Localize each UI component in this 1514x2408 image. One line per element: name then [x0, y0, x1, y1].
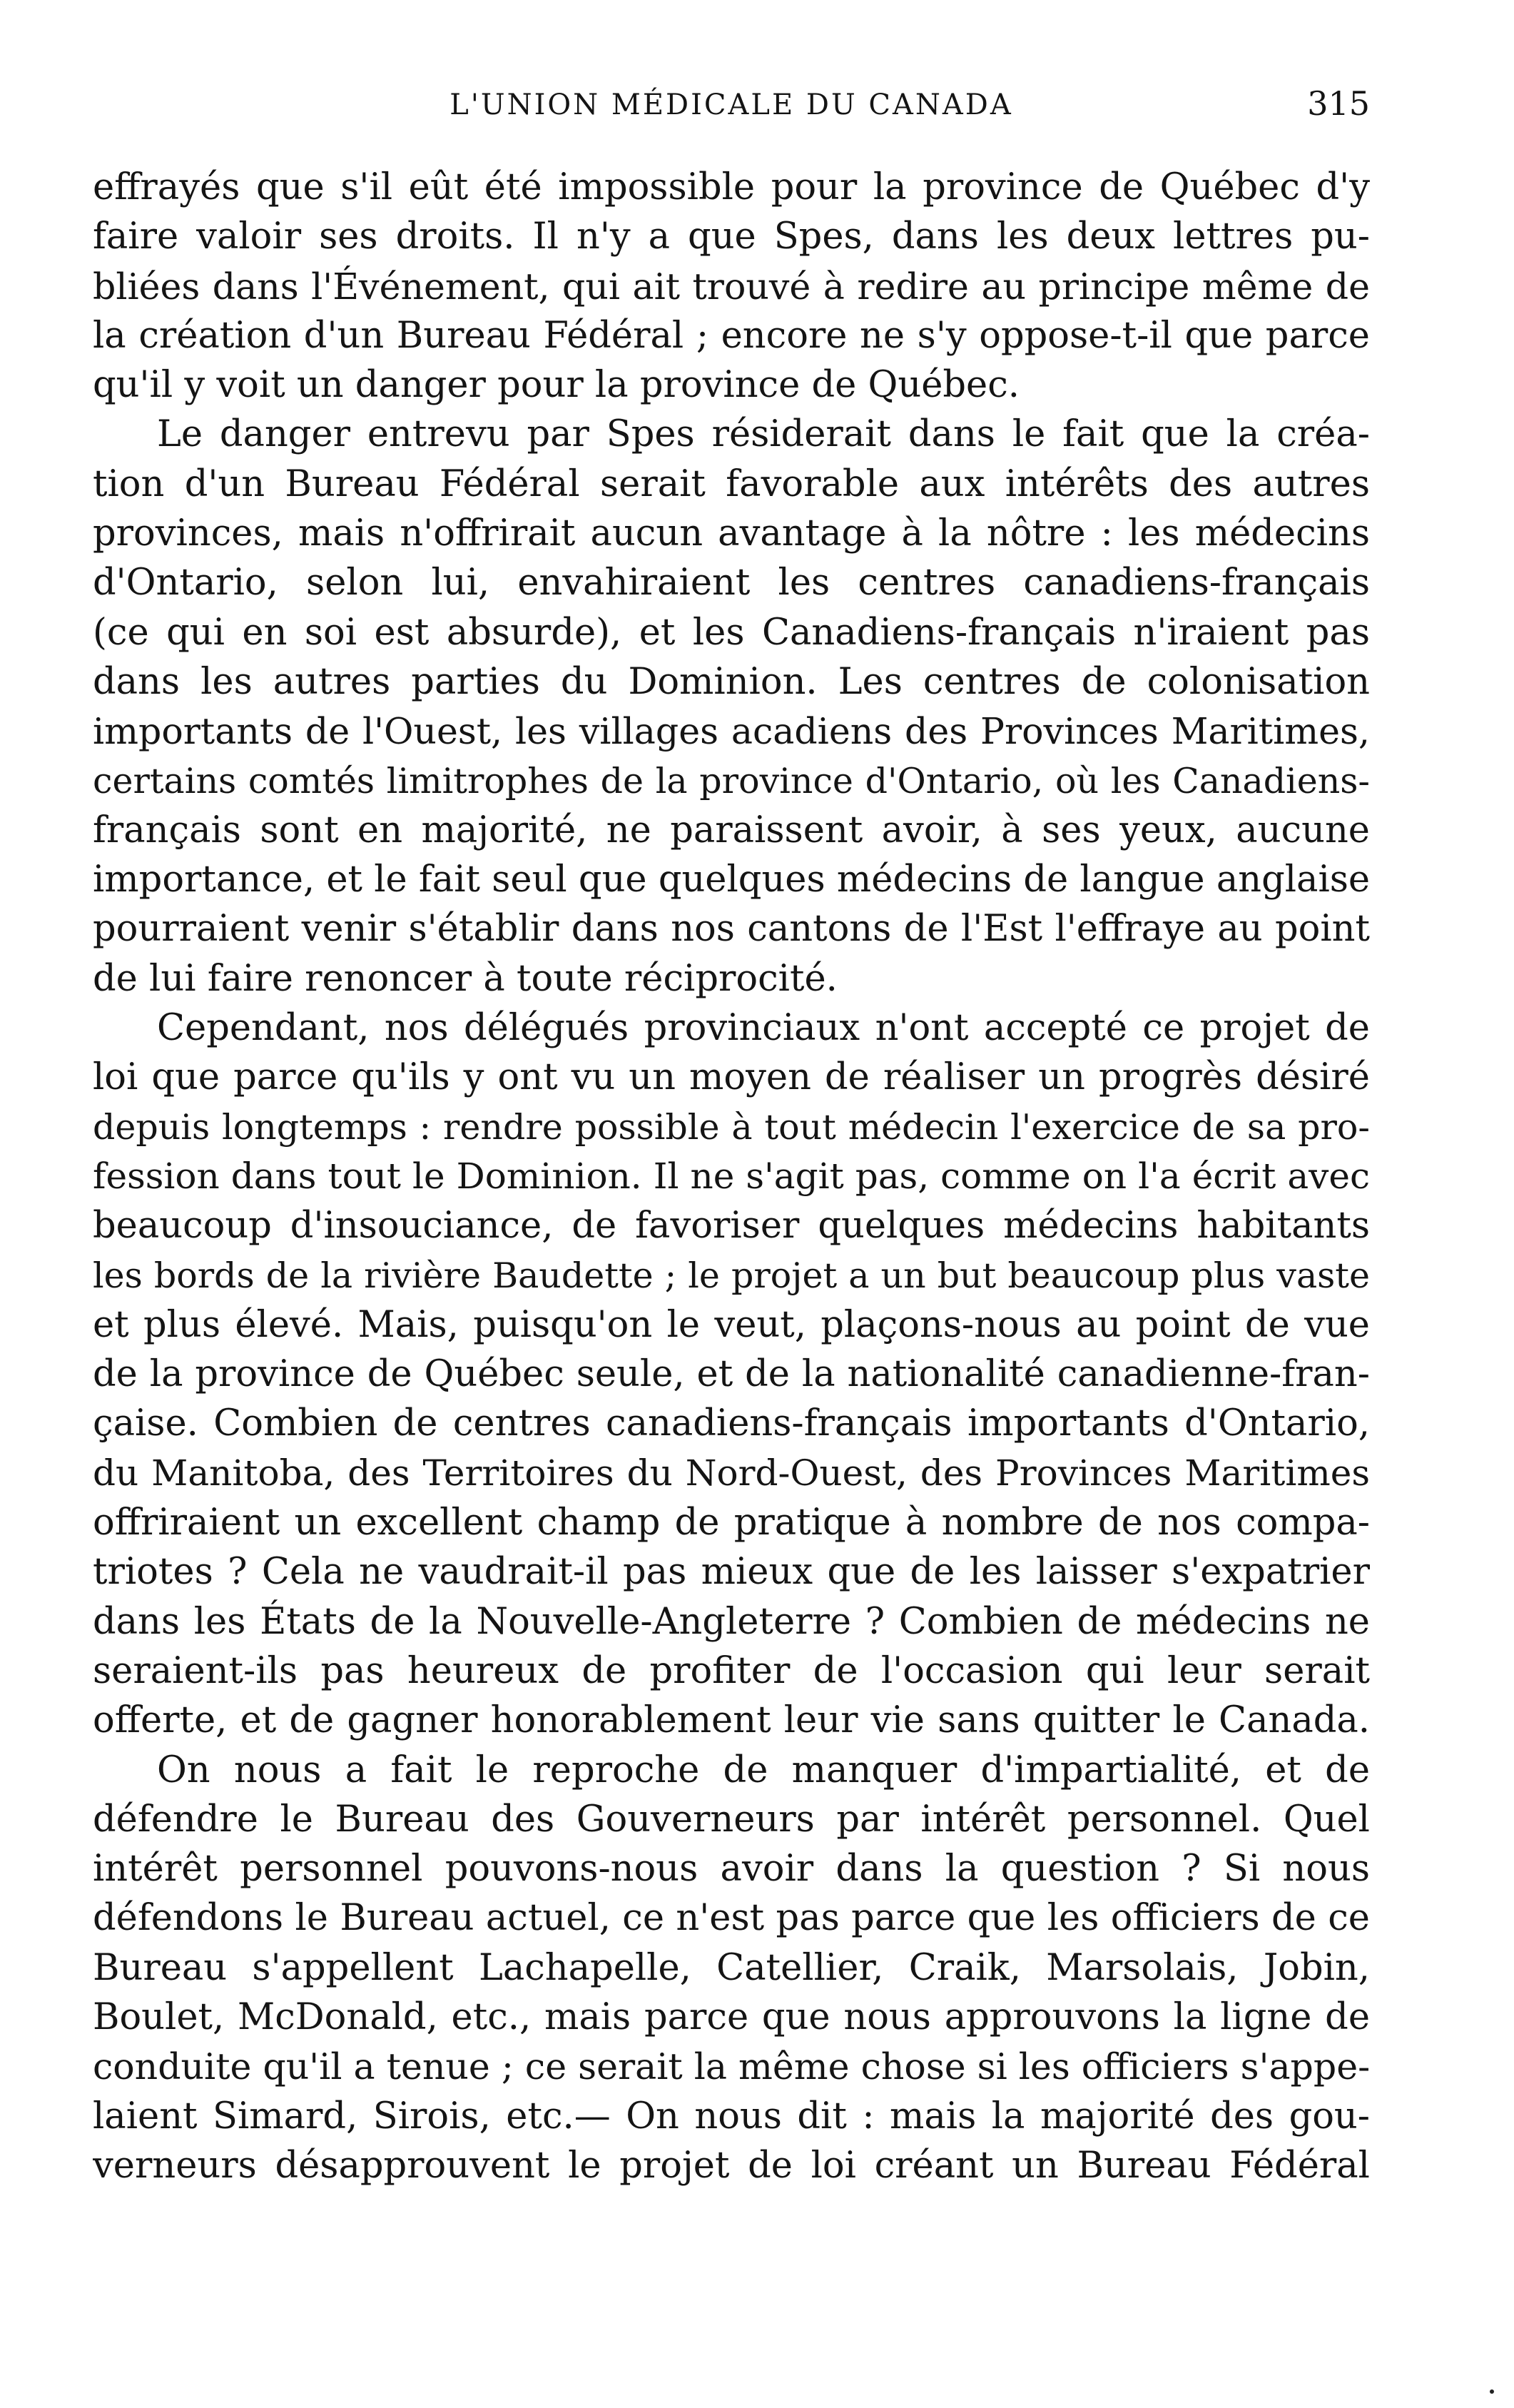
text-line: offerte, et de gagner honorablement leur vie sans quitter le Canada.	[93, 1699, 1370, 1742]
paragraph	[93, 410, 1370, 1003]
text-line: triotes ? Cela ne vaudrait-il pas mieux que de les laisser s'expatrier	[93, 1551, 1370, 1594]
text-line: Le danger entrevu par Spes résiderait dans le fait que la créa-	[157, 413, 1370, 456]
text-line: la création d'un Bureau Fédéral ; encore ne s'y oppose-t-il que parce	[93, 314, 1370, 357]
text-line: importance, et le fait seul que quelques médecins de langue anglaise	[93, 859, 1370, 901]
text-line: défendre le Bureau des Gouverneurs par intérêt personnel. Quel	[93, 1798, 1370, 1841]
text-line: et plus élevé. Mais, puisqu'on le veut, plaçons-nous au point de vue	[93, 1303, 1370, 1346]
text-line: provinces, mais n'offrirait aucun avantage à la nôtre : les médecins	[93, 512, 1370, 555]
text-line: conduite qu'il a tenue ; ce serait la même chose si les officiers s'appe-	[93, 2045, 1370, 2088]
text-line: français sont en majorité, ne paraissent avoir, à ses yeux, aucune	[93, 809, 1370, 851]
text-line: bliées dans l'Événement, qui ait trouvé à redire au principe même de	[93, 265, 1370, 308]
body-text	[93, 163, 1370, 2190]
text-line: (ce qui en soi est absurde), et les Canadiens-français n'iraient pas	[93, 611, 1370, 654]
text-line: les bords de la rivière Baudette ; le projet a un but beaucoup plus vaste	[93, 1255, 1370, 1296]
text-line: fession dans tout le Dominion. Il ne s'agit pas, comme on l'a écrit avec	[93, 1155, 1370, 1197]
text-line: Boulet, McDonald, etc., mais parce que nous approuvons la ligne de	[93, 1995, 1370, 2038]
text-line: seraient-ils pas heureux de profiter de l'occasion qui leur serait	[93, 1649, 1370, 1692]
text-line: pourraient venir s'établir dans nos cantons de l'Est l'effraye au point	[93, 908, 1370, 951]
text-line: d'Ontario, selon lui, envahiraient les centres canadiens-français	[93, 562, 1370, 604]
journal-title: L'UNION MÉDICALE DU CANADA	[449, 88, 1013, 121]
text-line: intérêt personnel pouvons-nous avoir dans la question ? Si nous	[93, 1848, 1370, 1891]
text-line: laient Simard, Sirois, etc.— On nous dit : mais la majorité des gou-	[93, 2095, 1370, 2138]
text-line: de la province de Québec seule, et de la nationalité canadienne-fran-	[93, 1353, 1370, 1396]
scan-speck	[1490, 2389, 1494, 2394]
text-line: défendons le Bureau actuel, ce n'est pas parce que les officiers de ce	[93, 1897, 1370, 1940]
text-line: Cependant, nos délégués provinciaux n'ont accepté ce projet de	[157, 1007, 1370, 1050]
page-number: 315	[1307, 84, 1370, 123]
text-line: beaucoup d'insouciance, de favoriser quelques médecins habitants	[93, 1205, 1370, 1248]
text-line: Bureau s'appellent Lachapelle, Catellier, Craik, Marsolais, Jobin,	[93, 1946, 1370, 1989]
paragraph	[93, 163, 1370, 410]
text-line: çaise. Combien de centres canadiens-français importants d'Ontario,	[93, 1402, 1370, 1445]
text-line: de lui faire renoncer à toute réciprocité.	[93, 957, 838, 1000]
text-line: loi que parce qu'ils y ont vu un moyen de réaliser un progrès désiré	[93, 1056, 1370, 1099]
paragraph	[93, 1003, 1370, 1745]
text-line: dans les États de la Nouvelle-Angleterre ? Combien de médecins ne	[93, 1600, 1370, 1643]
text-line: effrayés que s'il eût été impossible pour la province de Québec d'y	[93, 166, 1370, 208]
text-line: faire valoir ses droits. Il n'y a que Spes, dans les deux lettres pu-	[93, 216, 1370, 258]
text-line: qu'il y voit un danger pour la province de Québec.	[93, 364, 1020, 407]
text-line: dans les autres parties du Dominion. Les centres de colonisation	[93, 660, 1370, 703]
running-header	[93, 84, 1370, 134]
text-line: importants de l'Ouest, les villages acadiens des Provinces Maritimes,	[93, 710, 1370, 753]
text-line: On nous a fait le reproche de manquer d'impartialité, et de	[157, 1749, 1370, 1791]
text-line: certains comtés limitrophes de la province d'Ontario, où les Canadiens-	[93, 760, 1370, 801]
text-line: verneurs désapprouvent le projet de loi créant un Bureau Fédéral	[93, 2144, 1370, 2187]
text-line: offriraient un excellent champ de pratique à nombre de nos compa-	[93, 1502, 1370, 1544]
text-line: du Manitoba, des Territoires du Nord-Ouest, des Provinces Maritimes	[93, 1452, 1370, 1494]
paragraph	[93, 1746, 1370, 2191]
text-line: depuis longtemps : rendre possible à tout médecin l'exercice de sa pro-	[93, 1106, 1370, 1148]
text-line: tion d'un Bureau Fédéral serait favorable aux intérêts des autres	[93, 462, 1370, 505]
